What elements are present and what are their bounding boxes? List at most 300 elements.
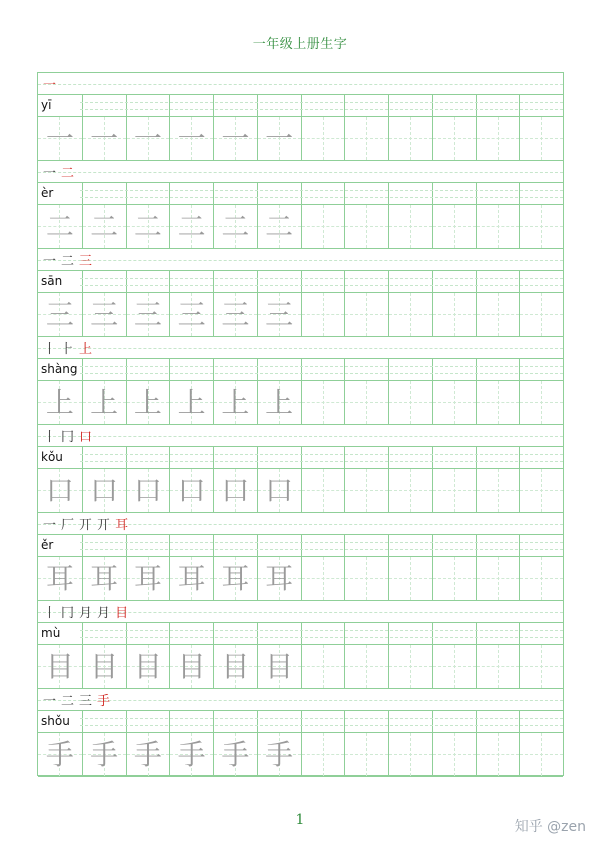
trace-character: 口 — [133, 474, 162, 507]
pinyin-cell — [344, 95, 388, 116]
stroke-step: 冂 — [61, 605, 75, 621]
trace-character: 口 — [90, 474, 119, 507]
pinyin-cell — [476, 359, 520, 380]
tian-grid-cell[interactable] — [301, 645, 345, 688]
pinyin-cell — [519, 447, 563, 468]
watermark: 知乎 @zen — [514, 819, 586, 835]
tian-grid-cell[interactable] — [344, 469, 388, 512]
tian-grid-cell[interactable] — [82, 205, 126, 248]
tian-grid-cell[interactable] — [519, 469, 563, 512]
trace-character: 目 — [221, 650, 250, 683]
tian-grid-cell[interactable] — [519, 381, 563, 424]
stroke-order-row — [38, 513, 563, 535]
trace-character: 上 — [221, 386, 250, 419]
stroke-step: 耳 — [115, 517, 129, 533]
tian-grid-cell[interactable] — [257, 733, 301, 776]
tian-grid-cell[interactable] — [388, 293, 432, 336]
stroke-step: 二 — [61, 165, 75, 181]
pinyin-cell — [257, 271, 301, 292]
tian-grid-cell[interactable] — [169, 293, 213, 336]
stroke-step: 一 — [43, 693, 57, 709]
stroke-step: 一 — [43, 77, 57, 93]
pinyin-cell — [432, 271, 476, 292]
pinyin-cell — [519, 623, 563, 644]
trace-character: 手 — [177, 738, 206, 771]
tian-grid-cell[interactable] — [257, 469, 301, 512]
tian-grid-cell[interactable] — [126, 117, 170, 160]
tian-grid-cell[interactable] — [476, 117, 520, 160]
stroke-step: 二 — [61, 693, 75, 709]
tian-grid-cell[interactable] — [38, 293, 82, 336]
tian-grid-cell[interactable] — [126, 205, 170, 248]
pinyin-cell — [257, 183, 301, 204]
pinyin-cell — [432, 447, 476, 468]
trace-character: 二 — [177, 210, 206, 243]
trace-character: 二 — [133, 210, 162, 243]
pinyin-cell — [301, 711, 345, 732]
pinyin-cell — [213, 271, 257, 292]
tian-grid-cell[interactable] — [476, 645, 520, 688]
stroke-order-row — [38, 73, 563, 95]
pinyin-cell — [169, 535, 213, 556]
tian-grid-cell[interactable] — [38, 733, 82, 776]
tian-grid-cell[interactable] — [82, 645, 126, 688]
tian-grid-cell[interactable] — [169, 469, 213, 512]
tian-grid-cell[interactable] — [126, 557, 170, 600]
practice-row — [38, 293, 563, 337]
tian-grid-cell[interactable] — [432, 645, 476, 688]
trace-character: 手 — [265, 738, 294, 771]
tian-grid-cell[interactable] — [388, 117, 432, 160]
pinyin-cell — [432, 183, 476, 204]
tian-grid-cell[interactable] — [432, 733, 476, 776]
pinyin-cell — [169, 623, 213, 644]
tian-grid-cell[interactable] — [38, 645, 82, 688]
tian-grid-cell[interactable] — [476, 381, 520, 424]
stroke-step: 厂 — [61, 517, 75, 533]
pinyin-cell — [344, 183, 388, 204]
tian-grid-cell[interactable] — [38, 381, 82, 424]
tian-grid-cell[interactable] — [213, 381, 257, 424]
tian-grid-cell[interactable] — [213, 117, 257, 160]
trace-character: 三 — [265, 298, 294, 331]
stroke-order-row — [38, 249, 563, 271]
stroke-step: 二 — [61, 253, 75, 269]
tian-grid-cell[interactable] — [519, 733, 563, 776]
pinyin-cell — [388, 183, 432, 204]
stroke-order-row — [38, 601, 563, 623]
trace-character: 二 — [221, 210, 250, 243]
practice-sheet — [37, 72, 564, 776]
tian-grid-cell[interactable] — [82, 469, 126, 512]
tian-grid-cell[interactable] — [476, 205, 520, 248]
pinyin-cell — [476, 623, 520, 644]
tian-grid-cell[interactable] — [432, 469, 476, 512]
trace-character: 口 — [45, 474, 74, 507]
pinyin-cell — [388, 271, 432, 292]
tian-grid-cell[interactable] — [169, 557, 213, 600]
tian-grid-cell[interactable] — [38, 469, 82, 512]
character-block — [38, 161, 563, 249]
pinyin-cell — [519, 271, 563, 292]
pinyin-label: ěr — [41, 538, 54, 552]
pinyin-cell — [126, 447, 170, 468]
trace-character: 耳 — [177, 562, 206, 595]
tian-grid-cell[interactable] — [344, 557, 388, 600]
stroke-step: 口 — [79, 429, 93, 445]
pinyin-cell — [519, 711, 563, 732]
pinyin-cell — [169, 271, 213, 292]
pinyin-cell — [388, 711, 432, 732]
tian-grid-cell[interactable] — [344, 205, 388, 248]
pinyin-cell — [519, 183, 563, 204]
trace-character: 目 — [90, 650, 119, 683]
pinyin-cell — [257, 535, 301, 556]
stroke-order-row — [38, 425, 563, 447]
pinyin-cell — [344, 535, 388, 556]
tian-grid-cell[interactable] — [213, 293, 257, 336]
pinyin-row — [38, 711, 563, 733]
tian-grid-cell[interactable] — [301, 117, 345, 160]
tian-grid-cell[interactable] — [213, 733, 257, 776]
tian-grid-cell[interactable] — [38, 557, 82, 600]
tian-grid-cell[interactable] — [257, 557, 301, 600]
tian-grid-cell[interactable] — [432, 557, 476, 600]
tian-grid-cell[interactable] — [213, 469, 257, 512]
character-block — [38, 689, 563, 777]
character-block — [38, 73, 563, 161]
pinyin-cell — [82, 711, 126, 732]
tian-grid-cell[interactable] — [476, 469, 520, 512]
practice-row — [38, 381, 563, 425]
tian-grid-cell[interactable] — [388, 645, 432, 688]
pinyin-cell — [257, 359, 301, 380]
trace-character: 口 — [265, 474, 294, 507]
pinyin-cell — [301, 359, 345, 380]
tian-grid-cell[interactable] — [82, 557, 126, 600]
pinyin-cell — [213, 535, 257, 556]
pinyin-cell — [432, 359, 476, 380]
trace-character: 耳 — [133, 562, 162, 595]
trace-character: 耳 — [265, 562, 294, 595]
pinyin-cell — [519, 535, 563, 556]
tian-grid-cell[interactable] — [301, 205, 345, 248]
pinyin-cell — [169, 183, 213, 204]
tian-grid-cell[interactable] — [126, 469, 170, 512]
tian-grid-cell[interactable] — [301, 469, 345, 512]
tian-grid-cell[interactable] — [82, 381, 126, 424]
trace-character: 二 — [45, 210, 74, 243]
tian-grid-cell[interactable] — [388, 381, 432, 424]
trace-character: 二 — [90, 210, 119, 243]
pinyin-cell — [82, 623, 126, 644]
tian-grid-cell[interactable] — [169, 205, 213, 248]
tian-grid-cell[interactable] — [301, 293, 345, 336]
practice-row — [38, 469, 563, 513]
tian-grid-cell[interactable] — [82, 293, 126, 336]
pinyin-cell — [301, 95, 345, 116]
stroke-step: 丌 — [97, 517, 111, 533]
pinyin-cell — [82, 359, 126, 380]
pinyin-cell — [301, 535, 345, 556]
tian-grid-cell[interactable] — [301, 733, 345, 776]
stroke-step: 月 — [97, 605, 111, 621]
pinyin-cell — [432, 535, 476, 556]
pinyin-row — [38, 183, 563, 205]
trace-character: 目 — [265, 650, 294, 683]
tian-grid-cell[interactable] — [301, 381, 345, 424]
pinyin-cell — [519, 359, 563, 380]
tian-grid-cell[interactable] — [519, 205, 563, 248]
tian-grid-cell[interactable] — [126, 381, 170, 424]
pinyin-cell — [388, 447, 432, 468]
pinyin-cell — [169, 447, 213, 468]
pinyin-cell — [82, 95, 126, 116]
pinyin-cell — [301, 183, 345, 204]
trace-character: 一 — [133, 122, 162, 155]
tian-grid-cell[interactable] — [169, 381, 213, 424]
pinyin-cell — [301, 447, 345, 468]
stroke-order-row — [38, 337, 563, 359]
tian-grid-cell[interactable] — [519, 645, 563, 688]
pinyin-label: yī — [41, 98, 52, 112]
trace-character: 一 — [90, 122, 119, 155]
tian-grid-cell[interactable] — [476, 293, 520, 336]
trace-character: 上 — [265, 386, 294, 419]
character-block — [38, 337, 563, 425]
stroke-step: 手 — [97, 693, 111, 709]
pinyin-cell — [432, 95, 476, 116]
pinyin-cell — [257, 95, 301, 116]
character-block — [38, 513, 563, 601]
practice-row — [38, 733, 563, 777]
pinyin-cell — [257, 711, 301, 732]
tian-grid-cell[interactable] — [126, 645, 170, 688]
trace-character: 三 — [90, 298, 119, 331]
pinyin-cell — [301, 623, 345, 644]
tian-grid-cell[interactable] — [519, 117, 563, 160]
stroke-step: ⺊ — [61, 341, 75, 357]
stroke-step: 一 — [43, 165, 57, 181]
stroke-order-row — [38, 161, 563, 183]
practice-row — [38, 557, 563, 601]
pinyin-cell — [388, 95, 432, 116]
trace-character: 三 — [45, 298, 74, 331]
trace-character: 三 — [177, 298, 206, 331]
stroke-step: 丨 — [43, 605, 57, 621]
trace-character: 口 — [221, 474, 250, 507]
page-title: 一年级上册生字 — [252, 37, 348, 52]
pinyin-label: shàng — [41, 362, 78, 376]
tian-grid-cell[interactable] — [257, 645, 301, 688]
trace-character: 一 — [177, 122, 206, 155]
tian-grid-cell[interactable] — [257, 293, 301, 336]
pinyin-row — [38, 623, 563, 645]
trace-character: 二 — [265, 210, 294, 243]
pinyin-label: èr — [41, 186, 54, 200]
pinyin-cell — [126, 271, 170, 292]
trace-character: 目 — [45, 650, 74, 683]
pinyin-row — [38, 271, 563, 293]
practice-row — [38, 645, 563, 689]
tian-grid-cell[interactable] — [476, 557, 520, 600]
pinyin-cell — [82, 271, 126, 292]
character-block — [38, 425, 563, 513]
trace-character: 手 — [90, 738, 119, 771]
pinyin-cell — [476, 271, 520, 292]
tian-grid-cell[interactable] — [388, 469, 432, 512]
trace-character: 一 — [45, 122, 74, 155]
tian-grid-cell[interactable] — [344, 117, 388, 160]
pinyin-label: kǒu — [41, 450, 63, 464]
pinyin-cell — [344, 359, 388, 380]
stroke-step: 三 — [79, 693, 93, 709]
pinyin-cell — [169, 359, 213, 380]
trace-character: 手 — [45, 738, 74, 771]
pinyin-cell — [126, 359, 170, 380]
pinyin-cell — [213, 95, 257, 116]
pinyin-cell — [126, 711, 170, 732]
trace-character: 耳 — [221, 562, 250, 595]
pinyin-cell — [82, 447, 126, 468]
tian-grid-cell[interactable] — [388, 557, 432, 600]
page-number: 1 — [295, 812, 305, 828]
trace-character: 上 — [177, 386, 206, 419]
pinyin-label: mù — [41, 626, 61, 640]
pinyin-cell — [169, 711, 213, 732]
tian-grid-cell[interactable] — [213, 645, 257, 688]
pinyin-cell — [344, 271, 388, 292]
pinyin-cell — [476, 711, 520, 732]
pinyin-row — [38, 359, 563, 381]
tian-grid-cell[interactable] — [432, 293, 476, 336]
trace-character: 上 — [45, 386, 74, 419]
trace-character: 口 — [177, 474, 206, 507]
stroke-step: 丌 — [79, 517, 93, 533]
pinyin-cell — [213, 359, 257, 380]
tian-grid-cell[interactable] — [432, 381, 476, 424]
trace-character: 上 — [133, 386, 162, 419]
stroke-step: 丨 — [43, 341, 57, 357]
practice-row — [38, 205, 563, 249]
tian-grid-cell[interactable] — [476, 733, 520, 776]
tian-grid-cell[interactable] — [169, 117, 213, 160]
pinyin-cell — [432, 623, 476, 644]
tian-grid-cell[interactable] — [213, 205, 257, 248]
pinyin-cell — [476, 95, 520, 116]
pinyin-cell — [476, 447, 520, 468]
character-block — [38, 601, 563, 689]
pinyin-cell — [257, 447, 301, 468]
pinyin-cell — [126, 183, 170, 204]
pinyin-cell — [213, 183, 257, 204]
tian-grid-cell[interactable] — [169, 733, 213, 776]
tian-grid-cell[interactable] — [38, 205, 82, 248]
tian-grid-cell[interactable] — [301, 557, 345, 600]
pinyin-cell — [476, 183, 520, 204]
tian-grid-cell[interactable] — [388, 205, 432, 248]
pinyin-cell — [344, 447, 388, 468]
stroke-step: 上 — [79, 341, 93, 357]
trace-character: 手 — [133, 738, 162, 771]
tian-grid-cell[interactable] — [344, 381, 388, 424]
pinyin-cell — [213, 447, 257, 468]
stroke-step: 丨 — [43, 429, 57, 445]
practice-row — [38, 117, 563, 161]
pinyin-cell — [344, 623, 388, 644]
trace-character: 耳 — [45, 562, 74, 595]
pinyin-cell — [388, 535, 432, 556]
trace-character: 一 — [221, 122, 250, 155]
pinyin-cell — [82, 535, 126, 556]
tian-grid-cell[interactable] — [257, 205, 301, 248]
stroke-step: 目 — [115, 605, 129, 621]
pinyin-cell — [519, 95, 563, 116]
tian-grid-cell[interactable] — [519, 557, 563, 600]
tian-grid-cell[interactable] — [344, 293, 388, 336]
tian-grid-cell[interactable] — [169, 645, 213, 688]
tian-grid-cell[interactable] — [344, 645, 388, 688]
pinyin-cell — [126, 95, 170, 116]
tian-grid-cell[interactable] — [126, 733, 170, 776]
pinyin-cell — [432, 711, 476, 732]
tian-grid-cell[interactable] — [344, 733, 388, 776]
stroke-step: 冂 — [61, 429, 75, 445]
tian-grid-cell[interactable] — [432, 117, 476, 160]
pinyin-label: shǒu — [41, 714, 70, 728]
pinyin-cell — [388, 359, 432, 380]
trace-character: 三 — [221, 298, 250, 331]
tian-grid-cell[interactable] — [82, 733, 126, 776]
trace-character: 耳 — [90, 562, 119, 595]
tian-grid-cell[interactable] — [126, 293, 170, 336]
trace-character: 手 — [221, 738, 250, 771]
stroke-step: 一 — [43, 253, 57, 269]
pinyin-cell — [126, 535, 170, 556]
tian-grid-cell[interactable] — [519, 293, 563, 336]
trace-character: 上 — [90, 386, 119, 419]
pinyin-cell — [476, 535, 520, 556]
pinyin-label: sān — [41, 274, 63, 288]
pinyin-cell — [82, 183, 126, 204]
pinyin-cell — [388, 623, 432, 644]
tian-grid-cell[interactable] — [257, 117, 301, 160]
trace-character: 目 — [133, 650, 162, 683]
pinyin-cell — [344, 711, 388, 732]
pinyin-row — [38, 535, 563, 557]
pinyin-cell — [126, 623, 170, 644]
pinyin-cell — [213, 711, 257, 732]
pinyin-cell — [213, 623, 257, 644]
stroke-order-row — [38, 689, 563, 711]
stroke-step: 一 — [43, 517, 57, 533]
character-block — [38, 249, 563, 337]
pinyin-cell — [301, 271, 345, 292]
trace-character: 目 — [177, 650, 206, 683]
stroke-step: 月 — [79, 605, 93, 621]
tian-grid-cell[interactable] — [38, 117, 82, 160]
pinyin-row — [38, 447, 563, 469]
pinyin-cell — [169, 95, 213, 116]
stroke-step: 三 — [79, 253, 93, 269]
tian-grid-cell[interactable] — [257, 381, 301, 424]
tian-grid-cell[interactable] — [82, 117, 126, 160]
pinyin-cell — [257, 623, 301, 644]
pinyin-row — [38, 95, 563, 117]
tian-grid-cell[interactable] — [432, 205, 476, 248]
tian-grid-cell[interactable] — [388, 733, 432, 776]
tian-grid-cell[interactable] — [213, 557, 257, 600]
